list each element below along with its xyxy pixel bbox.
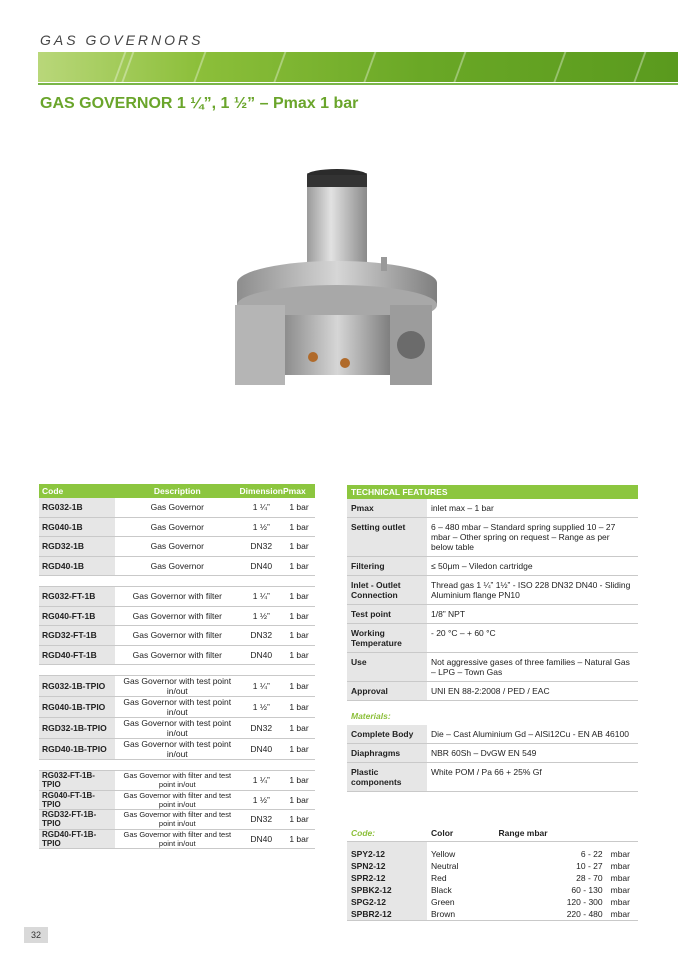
product-dimension: 1 ¼” [240, 587, 283, 607]
spring-range [494, 842, 638, 861]
material-row [347, 744, 638, 763]
col-code: Code [39, 484, 115, 498]
table-row [39, 739, 315, 760]
product-code: RGD40-1B-TPIO [39, 739, 115, 760]
spring-row [347, 908, 638, 921]
feature-name: Pmax [347, 499, 427, 518]
product-description: Gas Governor with test point in/out [115, 697, 240, 718]
spring-col-range: Range mbar [494, 825, 638, 842]
feature-row [347, 605, 638, 624]
spring-color: Black [431, 885, 452, 895]
product-dimension: DN32 [240, 810, 283, 830]
product-code: RGD40-FT-1B [39, 645, 115, 665]
product-description: Gas Governor [115, 498, 240, 517]
spring-row [347, 860, 638, 872]
spring-row [347, 872, 638, 884]
feature-row [347, 499, 638, 518]
spring-range [494, 872, 638, 884]
product-code: RG040-1B-TPIO [39, 697, 115, 718]
product-description: Gas Governor with filter [115, 587, 240, 607]
feature-name: Setting outlet [347, 518, 427, 557]
feature-name: Filtering [347, 557, 427, 576]
spring-range-value: 120 - 300 [566, 897, 603, 907]
product-description: Gas Governor with filter and test point in/out [115, 829, 240, 849]
spring-code: SPY2-12 [347, 842, 427, 861]
page-title: GAS GOVERNOR 1 ¼”, 1 ½” – Pmax 1 bar [40, 95, 359, 112]
spring-range-unit: mbar [610, 861, 630, 871]
product-code: RGD40-FT-1B-TPIO [39, 829, 115, 849]
product-dimension: DN40 [240, 645, 283, 665]
spring-range [494, 884, 638, 896]
spring-range [494, 896, 638, 908]
product-code: RGD32-FT-1B-TPIO [39, 810, 115, 830]
feature-value: UNI EN 88-2:2008 / PED / EAC [427, 682, 638, 701]
product-pmax: 1 bar [283, 606, 315, 626]
product-dimension: DN40 [240, 739, 283, 760]
material-value: NBR 60Sh – DvGW EN 549 [427, 744, 638, 763]
product-description: Gas Governor with filter [115, 606, 240, 626]
product-pmax: 1 bar [283, 829, 315, 849]
material-name: Complete Body [347, 725, 427, 744]
material-row [347, 725, 638, 744]
product-dimension: 1 ½” [240, 606, 283, 626]
feature-row [347, 576, 638, 605]
spring-code: SPN2-12 [347, 860, 427, 872]
feature-value: ≤ 50μm – Viledon cartridge [427, 557, 638, 576]
spring-range-value: 10 - 27 [576, 861, 603, 871]
product-dimension: DN40 [240, 829, 283, 849]
product-pmax: 1 bar [283, 645, 315, 665]
feature-row [347, 624, 638, 653]
product-description: Gas Governor [115, 517, 240, 537]
product-codes-table [39, 484, 315, 849]
product-dimension: DN32 [240, 718, 283, 739]
materials-label: Materials: [351, 711, 391, 721]
table-row [39, 645, 315, 665]
product-description: Gas Governor with filter and test point in/out [115, 790, 240, 810]
product-code: RGD32-1B [39, 537, 115, 557]
table-row [39, 697, 315, 718]
product-pmax: 1 bar [283, 771, 315, 791]
table-row [39, 556, 315, 576]
product-code: RG040-1B [39, 517, 115, 537]
product-pmax: 1 bar [283, 739, 315, 760]
feature-row [347, 682, 638, 701]
product-pmax: 1 bar [283, 697, 315, 718]
product-description: Gas Governor with filter [115, 626, 240, 646]
feature-name: Test point [347, 605, 427, 624]
spring-col-code: Code: [347, 825, 427, 842]
material-name: Plastic components [347, 763, 427, 792]
spring-code: SPR2-12 [347, 872, 427, 884]
product-description: Gas Governor with test point in/out [115, 676, 240, 697]
product-code: RG032-1B-TPIO [39, 676, 115, 697]
product-code: RG032-1B [39, 498, 115, 517]
table-row [39, 676, 315, 697]
spring-range-unit: mbar [610, 873, 630, 883]
feature-value: - 20 °C – + 60 °C [427, 624, 638, 653]
product-description: Gas Governor with filter and test point in/out [115, 771, 240, 791]
spring-range-value: 60 - 130 [571, 885, 603, 895]
section-title: GAS GOVERNORS [40, 32, 204, 48]
product-pmax: 1 bar [283, 587, 315, 607]
materials-label-row [347, 701, 638, 726]
table-row [39, 606, 315, 626]
product-pmax: 1 bar [283, 676, 315, 697]
spring-row [347, 842, 638, 861]
feature-name: Approval [347, 682, 427, 701]
product-code: RG040-FT-1B-TPIO [39, 790, 115, 810]
material-value: Die – Cast Aluminium Gd – AlSi12Cu - EN AB 46100 [427, 725, 638, 744]
product-description: Gas Governor with filter and test point in/out [115, 810, 240, 830]
gas-governor-image [225, 165, 440, 415]
group-spacer [39, 576, 315, 587]
product-pmax: 1 bar [283, 810, 315, 830]
material-row [347, 763, 638, 792]
product-pmax: 1 bar [283, 790, 315, 810]
product-code: RGD32-1B-TPIO [39, 718, 115, 739]
product-description: Gas Governor with filter [115, 645, 240, 665]
product-description: Gas Governor [115, 537, 240, 557]
product-dimension: 1 ½” [240, 697, 283, 718]
spring-code: SPG2-12 [347, 896, 427, 908]
table-row [39, 829, 315, 849]
spring-range [494, 860, 638, 872]
product-dimension: DN32 [240, 537, 283, 557]
spring-row [347, 884, 638, 896]
table-row [39, 810, 315, 830]
product-code: RG040-FT-1B [39, 606, 115, 626]
feature-name: Working Temperature [347, 624, 427, 653]
tech-header: TECHNICAL FEATURES [347, 485, 638, 499]
product-dimension: 1 ¼” [240, 676, 283, 697]
product-dimension: DN32 [240, 626, 283, 646]
feature-row [347, 653, 638, 682]
table-row [39, 790, 315, 810]
table-row [39, 771, 315, 791]
spring-color: Yellow [431, 849, 456, 859]
table-row [39, 626, 315, 646]
group-spacer [39, 665, 315, 676]
spring-code: SPBR2-12 [347, 908, 427, 921]
spring-color: Green [431, 897, 455, 907]
col-dimension: Dimension [239, 486, 283, 496]
spring-col-color: Color [427, 825, 494, 842]
table-row [39, 517, 315, 537]
product-dimension: 1 ½” [240, 790, 283, 810]
feature-value: Thread gas 1 ¼” 1½” - ISO 228 DN32 DN40 - Sliding Aluminium flange PN10 [427, 576, 638, 605]
spring-range-value: 28 - 70 [576, 873, 603, 883]
table-row [39, 587, 315, 607]
feature-name: Inlet - Outlet Connection [347, 576, 427, 605]
spring-range-table [347, 825, 638, 921]
product-pmax: 1 bar [283, 626, 315, 646]
product-dimension: DN40 [240, 556, 283, 576]
product-dimension: 1 ½” [240, 517, 283, 537]
table-row [39, 498, 315, 517]
material-value: White POM / Pa 66 + 25% Gf [427, 763, 638, 792]
spring-color: Red [431, 873, 447, 883]
spring-range-unit: mbar [610, 849, 630, 859]
product-pmax: 1 bar [283, 498, 315, 517]
product-code: RGD32-FT-1B [39, 626, 115, 646]
product-pmax: 1 bar [283, 556, 315, 576]
spring-range-unit: mbar [610, 897, 630, 907]
technical-features-table [347, 485, 638, 792]
feature-value: 6 – 480 mbar – Standard spring supplied 10 – 27 mbar – Other spring on request – Range as per below table [427, 518, 638, 557]
table-row [39, 537, 315, 557]
col-pmax: Pmax [283, 484, 315, 498]
spring-range-value: 220 - 480 [566, 909, 603, 919]
product-pmax: 1 bar [283, 537, 315, 557]
spring-range-unit: mbar [610, 885, 630, 895]
product-code: RG032-FT-1B-TPIO [39, 771, 115, 791]
product-dimension: 1 ¼” [240, 498, 283, 517]
spring-range [494, 908, 638, 921]
table-row [39, 718, 315, 739]
feature-value: 1/8” NPT [427, 605, 638, 624]
feature-row [347, 518, 638, 557]
product-description: Gas Governor with test point in/out [115, 739, 240, 760]
spring-color: Brown [427, 908, 494, 921]
material-name: Diaphragms [347, 744, 427, 763]
product-pmax: 1 bar [283, 517, 315, 537]
spring-color: Neutral [431, 861, 459, 871]
product-code: RG032-FT-1B [39, 587, 115, 607]
col-description: Description [115, 484, 240, 498]
green-banner [38, 52, 678, 82]
product-description: Gas Governor with test point in/out [115, 718, 240, 739]
group-spacer [39, 760, 315, 771]
product-description: Gas Governor [115, 556, 240, 576]
banner-divider [38, 83, 678, 85]
product-dimension: 1 ¼” [240, 771, 283, 791]
spring-code: SPBK2-12 [347, 884, 427, 896]
product-pmax: 1 bar [283, 718, 315, 739]
feature-name: Use [347, 653, 427, 682]
feature-row [347, 557, 638, 576]
page-number: 32 [24, 927, 48, 943]
feature-value: Not aggressive gases of three families – Natural Gas – LPG – Town Gas [427, 653, 638, 682]
spring-range-value: 6 - 22 [580, 849, 603, 859]
product-code: RGD40-1B [39, 556, 115, 576]
spring-range-unit: mbar [610, 909, 630, 919]
spring-row [347, 896, 638, 908]
feature-value: inlet max – 1 bar [427, 499, 638, 518]
